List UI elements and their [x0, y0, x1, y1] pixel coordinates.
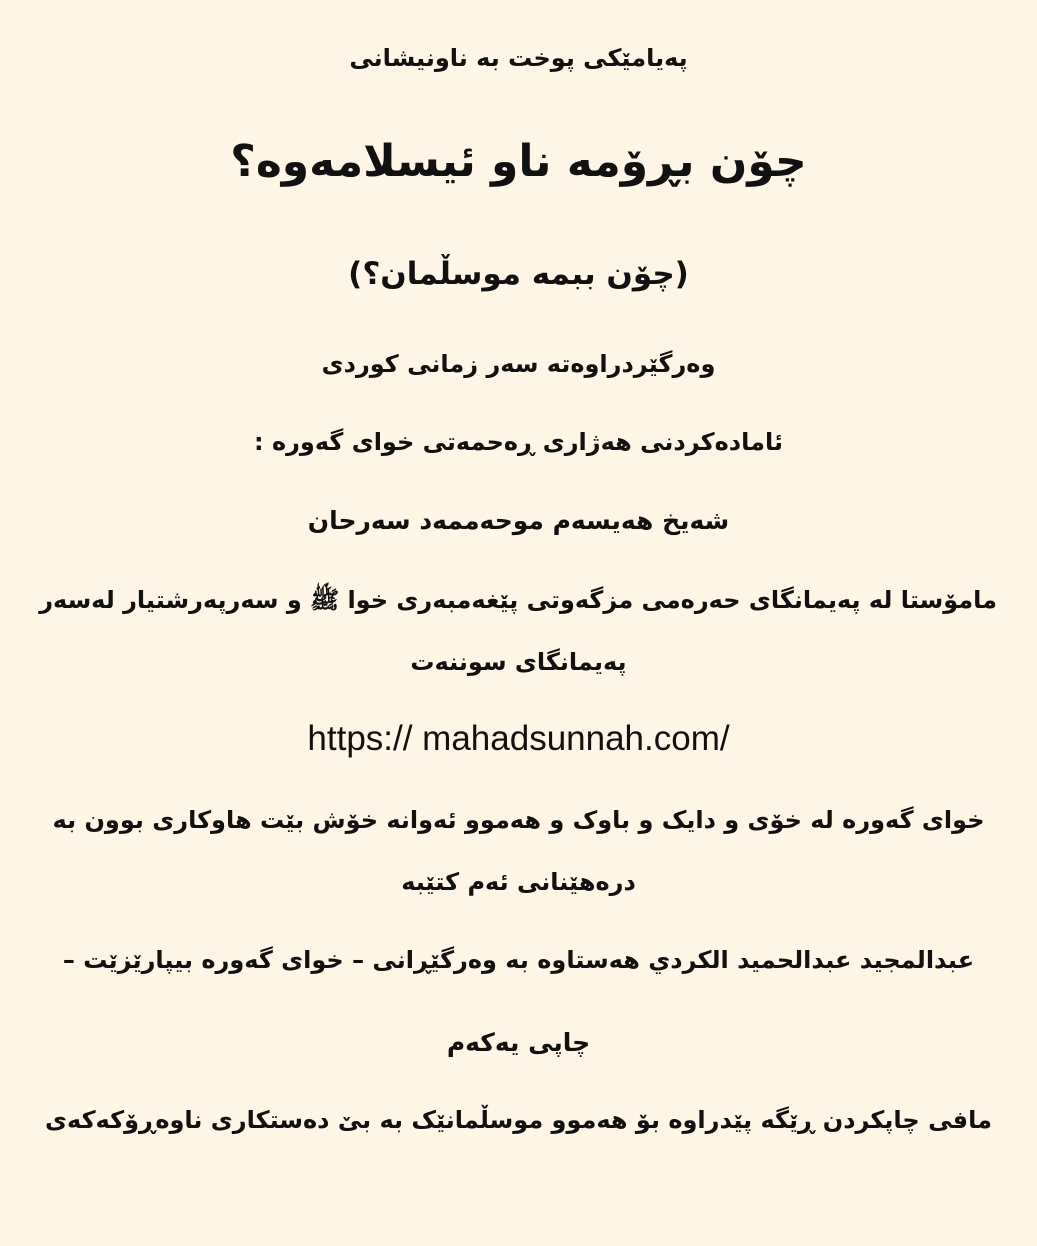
author-description-line-2: پەیمانگای سوننەت [410, 648, 627, 676]
author-description-line-1: مامۆستا لە پەیمانگای حەرەمی مزگەوتی پێغەمبەری خوا ﷺ و سەرپەرشتیار لەسەر [39, 586, 997, 614]
author-name: شەیخ هەیسەم موحەممەد سەرحان [307, 506, 730, 535]
translation-language-note: وەرگێردراوەتە سەر زمانی کوردی [321, 350, 716, 378]
translator-credit: عبدالمجید عبدالحمید الکردي هەستاوە بە وەرگێڕانی – خوای گەورە بیپارێزێت – [62, 946, 975, 974]
book-subtitle: (چۆن ببمە موسڵمان؟) [348, 256, 689, 292]
prepared-by-label: ئامادەکردنی هەژاری ڕەحمەتی خوای گەورە : [253, 428, 784, 456]
series-label: پەیامێکی پوخت بە ناونیشانی [349, 44, 688, 72]
website-link[interactable]: https:// mahadsunnah.com/ [307, 719, 730, 758]
book-title: چۆن بڕۆمە ناو ئیسلامەوە؟ [230, 136, 807, 187]
copyright-notice: مافی چاپکردن ڕێگە پێدراوە بۆ هەموو موسڵمانێک بە بێ دەستکاری ناوەڕۆکەکەی [45, 1106, 992, 1134]
dua-line-1: خوای گەورە لە خۆی و دایک و باوک و هەموو ئەوانە خۆش بێت هاوکاری بوون بە [52, 806, 985, 834]
edition-label: چاپی یەکەم [446, 1028, 591, 1057]
dua-line-2: درەهێنانی ئەم کتێبە [401, 868, 636, 896]
